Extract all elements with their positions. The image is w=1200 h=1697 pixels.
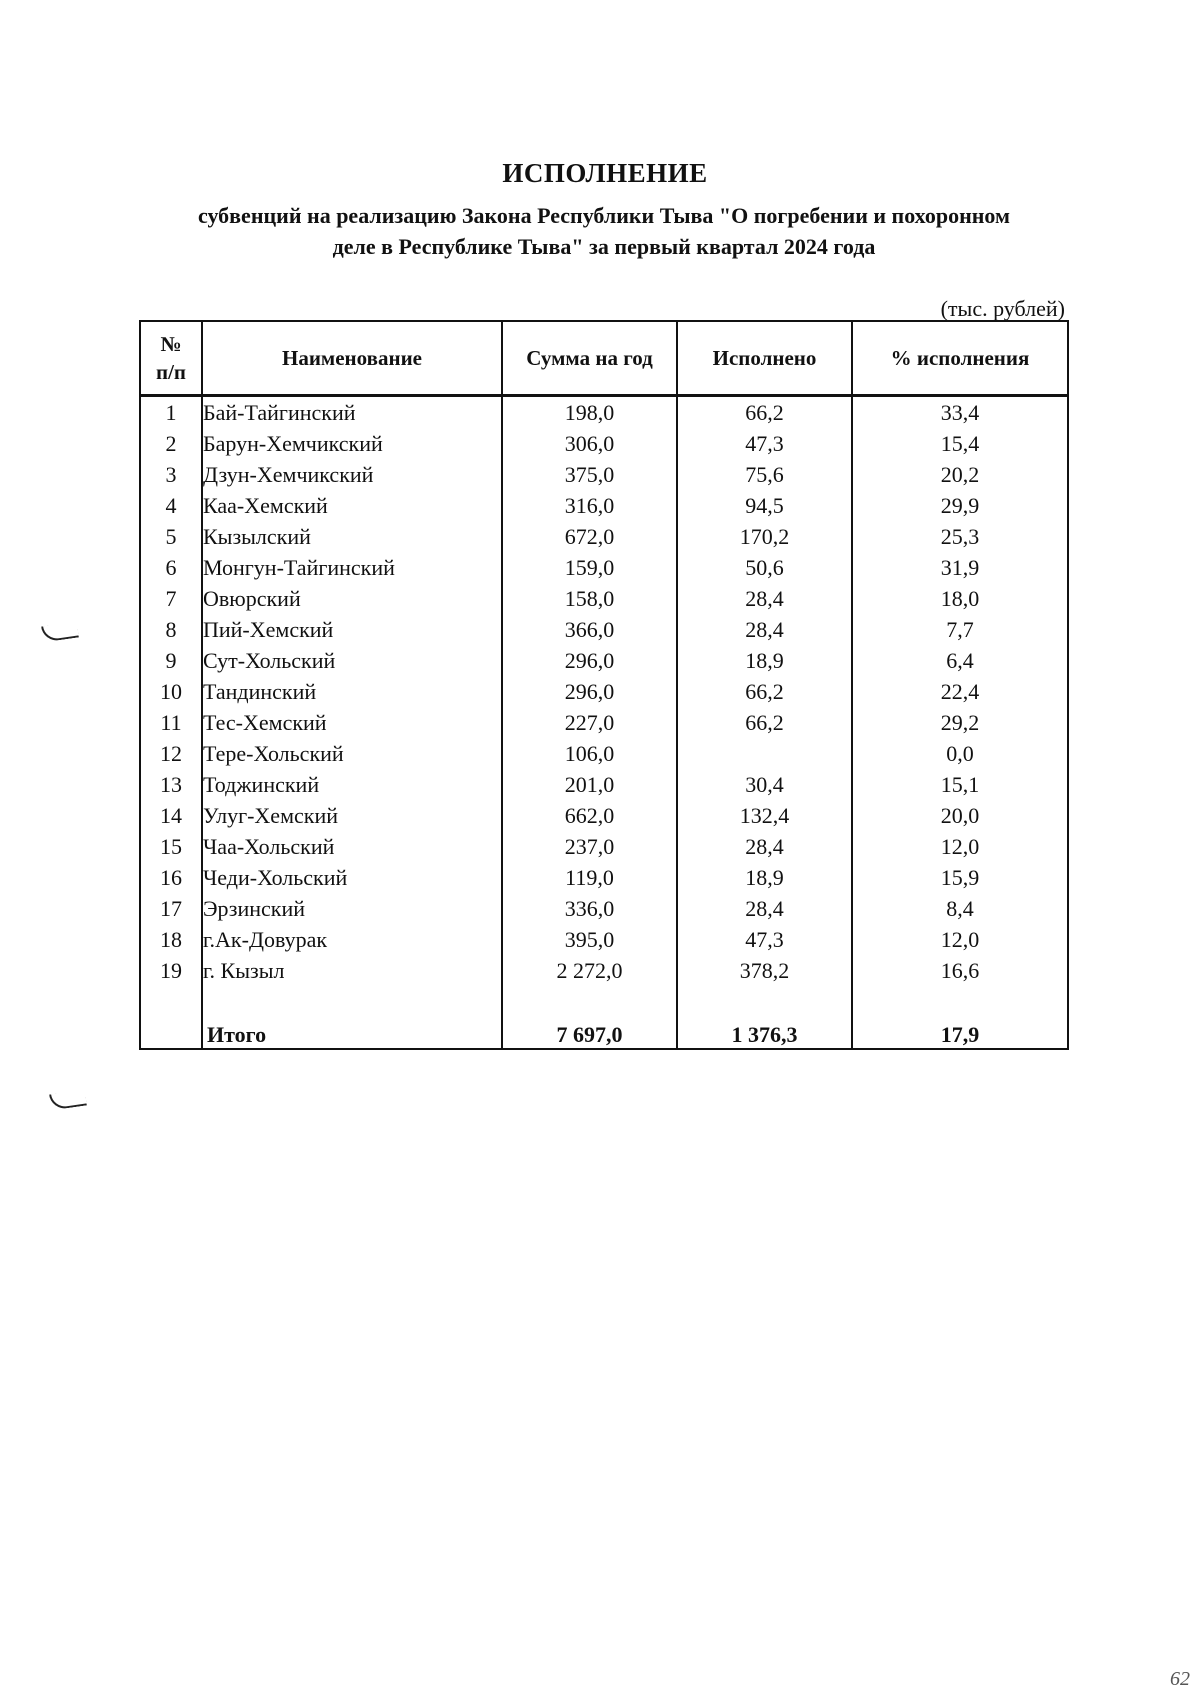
row-pct-cell: 33,4 [852, 396, 1068, 429]
row-name-cell: г. Кызыл [202, 955, 502, 986]
table-body [140, 396, 1068, 1050]
table-row [140, 614, 1068, 645]
row-num-cell: 17 [140, 893, 202, 924]
table-spacer-row [140, 986, 1068, 1016]
table-row [140, 738, 1068, 769]
row-name-cell: Чаа-Хольский [202, 831, 502, 862]
table-total-row [140, 1016, 1068, 1049]
row-num-cell: 18 [140, 924, 202, 955]
row-name-cell: Тес-Хемский [202, 707, 502, 738]
row-num-cell: 9 [140, 645, 202, 676]
row-sum-cell: 201,0 [502, 769, 677, 800]
row-name-cell: Улуг-Хемский [202, 800, 502, 831]
row-pct-cell: 15,1 [852, 769, 1068, 800]
row-done-cell: 28,4 [677, 583, 852, 614]
row-num-cell: 16 [140, 862, 202, 893]
row-pct-cell: 8,4 [852, 893, 1068, 924]
row-sum-cell: 395,0 [502, 924, 677, 955]
row-name-cell: Барун-Хемчикский [202, 428, 502, 459]
table-row [140, 924, 1068, 955]
row-done-cell: 66,2 [677, 676, 852, 707]
header-sum: Сумма на год [502, 321, 677, 396]
row-sum-cell: 336,0 [502, 893, 677, 924]
table-row [140, 707, 1068, 738]
row-sum-cell: 237,0 [502, 831, 677, 862]
row-sum-cell: 119,0 [502, 862, 677, 893]
row-pct-cell: 25,3 [852, 521, 1068, 552]
row-num-cell: 8 [140, 614, 202, 645]
header-num [140, 321, 202, 396]
row-done-cell: 50,6 [677, 552, 852, 583]
row-sum-cell: 158,0 [502, 583, 677, 614]
row-pct-cell: 29,2 [852, 707, 1068, 738]
page-number: 62 [1170, 1668, 1190, 1690]
row-done-cell: 66,2 [677, 707, 852, 738]
row-done-cell: 18,9 [677, 645, 852, 676]
row-sum-cell: 316,0 [502, 490, 677, 521]
total-name-cell: Итого [202, 1016, 502, 1049]
row-pct-cell: 22,4 [852, 676, 1068, 707]
units-label: (тыс. рублей) [940, 296, 1065, 321]
row-pct-cell: 29,9 [852, 490, 1068, 521]
row-name-cell: Пий-Хемский [202, 614, 502, 645]
row-num-cell: 5 [140, 521, 202, 552]
row-name-cell: Эрзинский [202, 893, 502, 924]
row-done-cell: 28,4 [677, 831, 852, 862]
row-name-cell: Бай-Тайгинский [202, 396, 502, 429]
row-pct-cell: 12,0 [852, 924, 1068, 955]
row-done-cell: 94,5 [677, 490, 852, 521]
execution-table [139, 320, 1069, 1050]
table-row [140, 521, 1068, 552]
row-done-cell: 30,4 [677, 769, 852, 800]
row-done-cell: 170,2 [677, 521, 852, 552]
row-done-cell [677, 738, 852, 769]
row-num-cell: 3 [140, 459, 202, 490]
total-pct-cell: 17,9 [852, 1016, 1068, 1049]
row-sum-cell: 159,0 [502, 552, 677, 583]
table-row [140, 490, 1068, 521]
margin-pen-mark [41, 622, 79, 643]
table-row [140, 893, 1068, 924]
row-name-cell: Кызылский [202, 521, 502, 552]
row-name-cell: Дзун-Хемчикский [202, 459, 502, 490]
table-row [140, 645, 1068, 676]
row-name-cell: Тоджинский [202, 769, 502, 800]
subtitle-line-1: субвенций на реализацию Закона Республики Тыва "О погребении и похоронном [197, 203, 1010, 228]
row-pct-cell: 15,9 [852, 862, 1068, 893]
row-pct-cell: 31,9 [852, 552, 1068, 583]
table-row [140, 862, 1068, 893]
row-num-cell: 1 [140, 396, 202, 429]
row-num-cell: 2 [140, 428, 202, 459]
document-subtitle [130, 200, 1078, 262]
row-sum-cell: 106,0 [502, 738, 677, 769]
row-num-cell: 7 [140, 583, 202, 614]
row-pct-cell: 15,4 [852, 428, 1068, 459]
row-done-cell: 66,2 [677, 396, 852, 429]
row-pct-cell: 6,4 [852, 645, 1068, 676]
row-name-cell: Сут-Хольский [202, 645, 502, 676]
document-title: ИСПОЛНЕНИЕ [502, 158, 708, 188]
header-pct: % исполнения [852, 321, 1068, 396]
row-sum-cell: 672,0 [502, 521, 677, 552]
table-header-row [140, 321, 1068, 396]
table-row [140, 769, 1068, 800]
table-row [140, 428, 1068, 459]
row-name-cell: Чеди-Хольский [202, 862, 502, 893]
row-num-cell: 4 [140, 490, 202, 521]
row-sum-cell: 296,0 [502, 676, 677, 707]
row-sum-cell: 662,0 [502, 800, 677, 831]
row-sum-cell: 306,0 [502, 428, 677, 459]
row-name-cell: г.Ак-Довурак [202, 924, 502, 955]
row-done-cell: 28,4 [677, 614, 852, 645]
row-pct-cell: 0,0 [852, 738, 1068, 769]
row-num-cell: 6 [140, 552, 202, 583]
row-pct-cell: 7,7 [852, 614, 1068, 645]
row-sum-cell: 198,0 [502, 396, 677, 429]
table-row [140, 552, 1068, 583]
row-done-cell: 18,9 [677, 862, 852, 893]
row-num-cell: 11 [140, 707, 202, 738]
row-num-cell: 13 [140, 769, 202, 800]
row-done-cell: 378,2 [677, 955, 852, 986]
row-done-cell: 47,3 [677, 924, 852, 955]
row-sum-cell: 375,0 [502, 459, 677, 490]
row-done-cell: 28,4 [677, 893, 852, 924]
row-name-cell: Тере-Хольский [202, 738, 502, 769]
header-num-label: № п/п [155, 332, 187, 384]
total-num-cell [140, 1016, 202, 1049]
row-num-cell: 10 [140, 676, 202, 707]
header-name: Наименование [202, 321, 502, 396]
row-num-cell: 14 [140, 800, 202, 831]
row-pct-cell: 16,6 [852, 955, 1068, 986]
row-done-cell: 75,6 [677, 459, 852, 490]
row-pct-cell: 18,0 [852, 583, 1068, 614]
row-sum-cell: 296,0 [502, 645, 677, 676]
table-row [140, 800, 1068, 831]
row-sum-cell: 2 272,0 [502, 955, 677, 986]
row-pct-cell: 20,0 [852, 800, 1068, 831]
header-done: Исполнено [677, 321, 852, 396]
table-row [140, 583, 1068, 614]
row-pct-cell: 20,2 [852, 459, 1068, 490]
total-sum-cell: 7 697,0 [502, 1016, 677, 1049]
total-done-cell: 1 376,3 [677, 1016, 852, 1049]
table-row [140, 459, 1068, 490]
row-name-cell: Монгун-Тайгинский [202, 552, 502, 583]
table-row [140, 676, 1068, 707]
table-row [140, 955, 1068, 986]
row-num-cell: 12 [140, 738, 202, 769]
row-num-cell: 19 [140, 955, 202, 986]
subtitle-line-2: деле в Республике Тыва" за первый квартал 2024 года [332, 234, 876, 259]
margin-pen-mark [49, 1090, 87, 1111]
row-num-cell: 15 [140, 831, 202, 862]
row-name-cell: Каа-Хемский [202, 490, 502, 521]
row-done-cell: 132,4 [677, 800, 852, 831]
row-pct-cell: 12,0 [852, 831, 1068, 862]
row-name-cell: Тандинский [202, 676, 502, 707]
row-name-cell: Овюрский [202, 583, 502, 614]
row-sum-cell: 366,0 [502, 614, 677, 645]
table-row [140, 831, 1068, 862]
row-done-cell: 47,3 [677, 428, 852, 459]
table-row [140, 396, 1068, 429]
row-sum-cell: 227,0 [502, 707, 677, 738]
